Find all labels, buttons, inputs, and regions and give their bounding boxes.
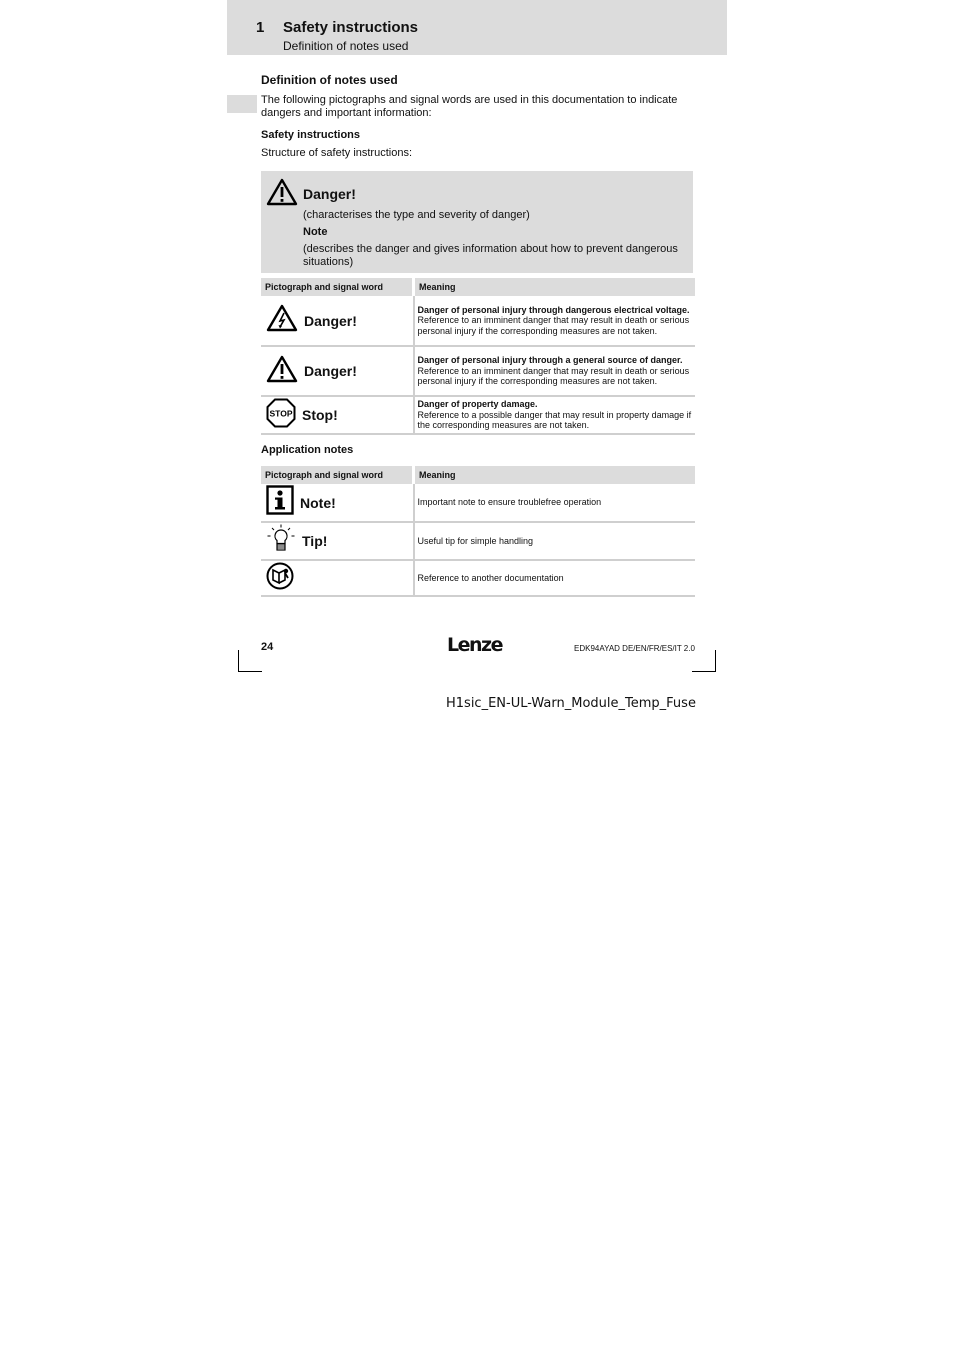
meaning-cell: Important note to ensure troublefree operation <box>414 484 696 522</box>
crop-mark-left-horizontal <box>238 671 262 672</box>
application-notes-heading: Application notes <box>261 444 354 456</box>
signal-word: Tip! <box>302 533 328 549</box>
file-name: H1sic_EN-UL-Warn_Module_Temp_Fuse <box>446 696 696 711</box>
table-header-row <box>261 466 695 484</box>
lenze-logo: Lenze <box>447 634 502 656</box>
danger-description-text: (describes the danger and gives information about how to prevent dangerous situations) <box>303 243 678 268</box>
electrical-hazard-icon <box>266 304 298 337</box>
table-row <box>261 522 695 560</box>
info-icon <box>266 485 294 520</box>
chapter-title: Safety instructions <box>283 19 419 36</box>
table-row <box>261 296 695 346</box>
signal-word: Stop! <box>302 407 338 423</box>
col-header-pictograph: Pictograph and signal word <box>261 278 414 296</box>
meaning-cell <box>414 346 696 396</box>
signal-word: Danger! <box>303 186 356 202</box>
pictograph-cell <box>261 484 414 522</box>
structure-label: Structure of safety instructions: <box>261 147 413 159</box>
pictograph-cell <box>261 560 414 596</box>
meaning-cell <box>414 296 696 346</box>
document-reference: EDK94AYAD DE/EN/FR/ES/IT 2.0 <box>574 644 695 653</box>
crop-mark-left-vertical <box>238 650 239 672</box>
table-row <box>261 396 695 434</box>
chapter-number: 1 <box>256 19 265 36</box>
stop-sign-icon <box>266 398 296 433</box>
safety-structure-box <box>261 171 693 273</box>
meaning-cell: Reference to another documentation <box>414 560 696 596</box>
meaning-title: Danger of property damage. <box>417 399 538 410</box>
application-table <box>261 466 695 597</box>
meaning-text: Reference to an imminent danger that may result in death or serious personal injury if the corresponding measures are not taken. <box>417 365 690 387</box>
meaning-text: Reference to an imminent danger that may result in death or serious personal injury if the corresponding measures are not taken. <box>417 315 690 336</box>
col-header-pictograph: Pictograph and signal word <box>261 466 414 484</box>
chapter-subtitle: Definition of notes used <box>283 39 409 53</box>
warning-triangle-icon <box>266 355 298 388</box>
meaning-title: Danger of personal injury through dangerous electrical voltage. <box>417 304 690 315</box>
table-row <box>261 346 695 396</box>
pictograph-cell <box>261 522 414 560</box>
crop-mark-right-horizontal <box>692 671 716 672</box>
col-header-meaning: Meaning <box>414 278 696 296</box>
note-label: Note <box>303 226 328 238</box>
meaning-title: Danger of personal injury through a general source of danger. <box>417 355 683 366</box>
intro-paragraph: The following pictographs and signal words are used in this documentation to indicate dangers and important information: <box>261 94 678 119</box>
safety-instructions-heading: Safety instructions <box>261 129 361 141</box>
pictograph-cell <box>261 396 414 434</box>
table-row <box>261 560 695 596</box>
page-number: 24 <box>261 641 274 653</box>
light-bulb-icon <box>266 524 296 559</box>
reference-document-icon <box>266 562 294 595</box>
warning-triangle-icon <box>266 178 298 211</box>
meaning-cell: Useful tip for simple handling <box>414 522 696 560</box>
stop-sign-text: STOP <box>269 408 293 418</box>
meaning-cell <box>414 396 696 434</box>
signal-word: Note! <box>300 494 336 511</box>
pictograph-cell <box>261 346 414 396</box>
section-title: Definition of notes used <box>261 73 398 87</box>
danger-type-text: (characterises the type and severity of danger) <box>303 209 530 221</box>
meaning-text: Reference to a possible danger that may result in property damage if the corresponding measures are not taken. <box>417 409 692 431</box>
signal-word: Danger! <box>304 312 357 329</box>
pictograph-cell <box>261 296 414 346</box>
col-header-meaning: Meaning <box>414 466 696 484</box>
margin-marker <box>227 95 257 113</box>
signal-word: Danger! <box>304 363 357 379</box>
table-header-row <box>261 278 695 296</box>
crop-mark-right-vertical <box>715 650 716 672</box>
table-row <box>261 484 695 522</box>
safety-table <box>261 278 695 435</box>
